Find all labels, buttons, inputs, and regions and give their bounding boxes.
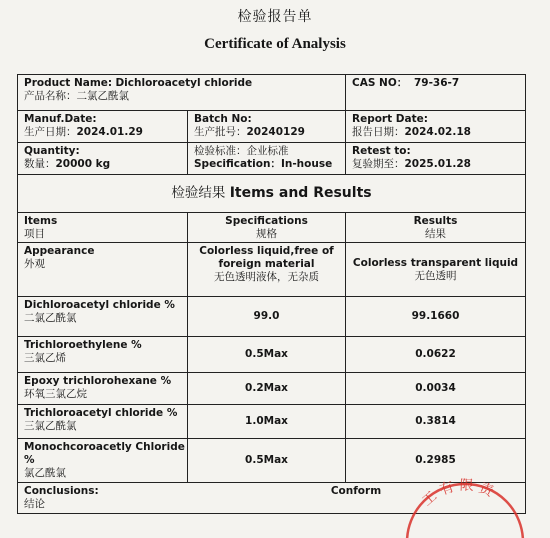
item-cell — [18, 373, 187, 404]
cas-value: 79-36-7 — [413, 77, 460, 89]
results-title-row — [18, 175, 525, 213]
item-cell — [18, 297, 187, 336]
result-value-en: Colorless transparent liquid — [352, 256, 519, 269]
item-name-cn: 二氯乙酰氯 — [24, 312, 77, 324]
quantity-cn-label: 数量： — [24, 158, 56, 170]
quantity-cell — [18, 143, 187, 174]
product-label: Product Name: — [24, 77, 113, 89]
spec-cell: 0.2Max — [187, 373, 345, 404]
items-header-cn: 项目 — [24, 228, 45, 240]
retest-cn-label: 复验期至： — [352, 158, 405, 170]
product-cn-value: 二氯乙酰氯 — [76, 90, 129, 102]
item-name-en: Appearance — [24, 245, 95, 257]
column-header-row — [18, 213, 525, 243]
item-name-cn: 三氯乙烯 — [24, 352, 66, 364]
table-row — [18, 297, 525, 337]
batch-cell — [187, 111, 345, 142]
item-name-en: Dichloroacetyl chloride % — [24, 299, 175, 311]
result-cell: 0.0622 — [345, 337, 525, 372]
stamp-text: 工 有 限 责 — [419, 478, 496, 510]
cas-label: CAS NO： — [352, 77, 408, 89]
table-row — [18, 243, 525, 297]
item-cell — [18, 405, 187, 438]
quantity-row — [18, 143, 525, 175]
manuf-label: Manuf.Date: — [24, 113, 97, 125]
retest-value: 2025.01.28 — [404, 158, 471, 170]
spec-cell: 0.5Max — [187, 439, 345, 482]
table-row — [18, 439, 525, 483]
manuf-value: 2024.01.29 — [76, 126, 143, 138]
quantity-value: 20000 kg — [55, 158, 111, 170]
result-cell — [345, 243, 525, 296]
result-cell: 0.2985 — [345, 439, 525, 482]
item-cell — [18, 243, 187, 296]
spec-header-en: Specifications — [225, 215, 308, 227]
report-label: Report Date: — [352, 113, 428, 125]
conclusions-label-cn: 结论 — [24, 498, 45, 510]
result-value-cn: 无色透明 — [414, 269, 457, 282]
spec-value: In-house — [280, 158, 333, 170]
item-name-cn: 三氯乙酰氯 — [24, 420, 77, 432]
item-name-en: Epoxy trichlorohexane % — [24, 375, 172, 387]
table-row — [18, 373, 525, 405]
quantity-label: Quantity: — [24, 145, 80, 157]
manuf-cn-label: 生产日期： — [24, 126, 77, 138]
conclusions-label-cell — [18, 483, 187, 523]
result-cell: 0.0034 — [345, 373, 525, 404]
result-header — [345, 213, 525, 242]
certificate-table — [17, 74, 526, 514]
result-header-cn: 结果 — [425, 228, 446, 240]
spec-cell: 99.0 — [187, 297, 345, 336]
spec-value-en: Colorless liquid,free of foreign material — [199, 245, 334, 270]
product-row — [18, 75, 525, 111]
result-header-en: Results — [413, 215, 458, 227]
results-title — [18, 175, 525, 211]
result-cell: 99.1660 — [345, 297, 525, 336]
item-name-cn: 环氧三氯乙烷 — [24, 388, 87, 400]
spec-cell: 1.0Max — [187, 405, 345, 438]
report-cn-label: 报告日期： — [352, 126, 405, 138]
spec-label: Specification： — [194, 158, 281, 170]
retest-cell — [345, 143, 525, 174]
item-name-cn: 外观 — [24, 258, 45, 270]
retest-label: Retest to: — [352, 145, 411, 157]
item-name-cn: 氯乙酰氯 — [24, 467, 66, 479]
cas-cell — [345, 75, 525, 110]
title-chinese: 检验报告单 — [237, 9, 313, 25]
item-cell — [18, 337, 187, 372]
spec-cell — [187, 243, 345, 296]
table-row — [18, 337, 525, 373]
dates-row — [18, 111, 525, 143]
results-title-en: Items and Results — [229, 185, 372, 201]
manuf-cell — [18, 111, 187, 142]
items-header-en: Items — [24, 215, 58, 227]
batch-label: Batch No: — [194, 113, 252, 125]
table-row — [18, 405, 525, 439]
item-name-en: Trichloroethylene % — [24, 339, 142, 351]
conclusions-value: Conform — [330, 485, 382, 497]
report-value: 2024.02.18 — [404, 126, 471, 138]
standard-cn: 检验标准：企业标准 — [194, 145, 289, 157]
specification-cell — [187, 143, 345, 174]
items-header — [18, 213, 187, 242]
spec-header-cn: 规格 — [256, 228, 277, 240]
conclusions-label-en: Conclusions: — [24, 485, 99, 497]
spec-cell: 0.5Max — [187, 337, 345, 372]
batch-value: 20240129 — [246, 126, 305, 138]
spec-header — [187, 213, 345, 242]
result-cell: 0.3814 — [345, 405, 525, 438]
title-english: Certificate of Analysis — [204, 36, 346, 52]
product-value: Dichloroacetyl chloride — [115, 77, 253, 89]
batch-cn-label: 生产批号： — [194, 126, 247, 138]
spec-value-cn: 无色透明液体，无杂质 — [214, 271, 319, 283]
report-cell — [345, 111, 525, 142]
item-name-en: Trichloroacetyl chloride % — [24, 407, 178, 419]
conclusions-row — [18, 483, 525, 523]
item-cell — [18, 439, 187, 482]
product-cell — [18, 75, 345, 110]
item-name-en: Monochcoroacetly Chloride % — [24, 441, 185, 466]
results-title-cn: 检验结果 — [171, 185, 226, 201]
product-cn-label: 产品名称： — [24, 90, 77, 102]
